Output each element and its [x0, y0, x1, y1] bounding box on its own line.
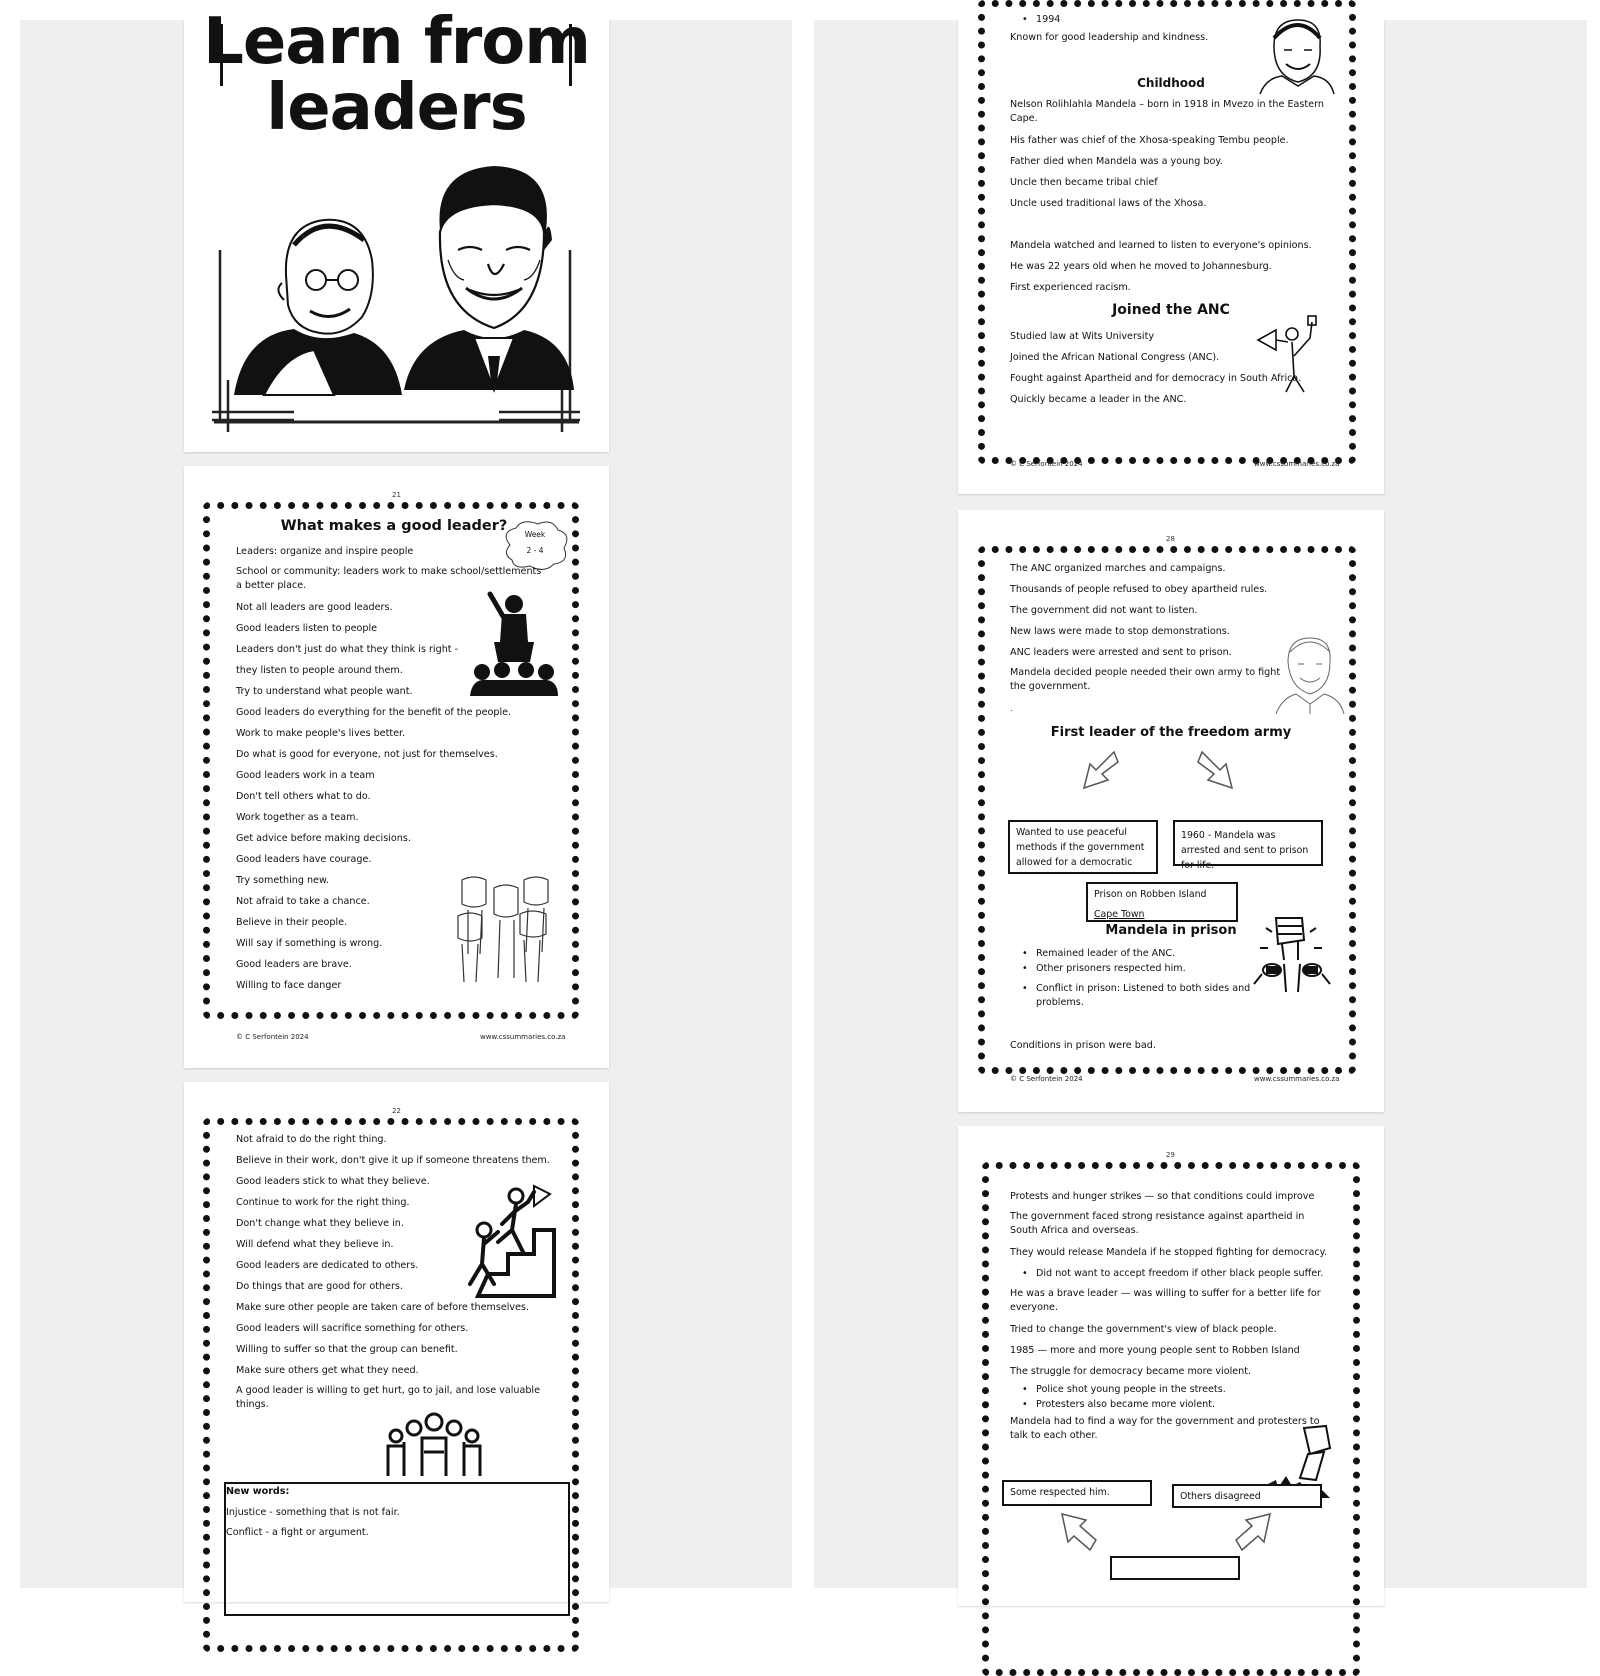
list-item: • Remained leader of the ANC.	[1010, 946, 1270, 961]
list-item: Uncle used traditional laws of the Xhosa.	[1010, 198, 1207, 209]
respected-box: Some respected him.	[1002, 1480, 1152, 1506]
page-number: 21	[392, 491, 401, 499]
list-item: Do what is good for everyone, not just for themselves.	[236, 749, 498, 760]
list-item: Will say if something is wrong.	[236, 938, 383, 949]
broken-chain-fist-icon	[1252, 914, 1332, 994]
list-item: He was a brave leader — was willing to suffer for a better life for everyone.	[1010, 1288, 1321, 1313]
list-item: Don't change what they believe in.	[236, 1218, 404, 1229]
list-item: Try to understand what people want.	[236, 686, 413, 697]
speaker-podium-icon	[468, 590, 560, 700]
megaphone-protester-icon	[1254, 316, 1320, 392]
list-item: Work together as a team.	[236, 812, 359, 823]
raised-fists-icon	[454, 874, 554, 984]
list-item: Not afraid to take a chance.	[236, 896, 370, 907]
week-label: Week	[524, 530, 546, 539]
arrow-down-right-icon	[1194, 748, 1238, 792]
struggle-list	[1010, 1186, 1332, 1447]
prison-list	[1010, 946, 1270, 1014]
list-item: Make sure other people are taken care of before themselves.	[236, 1302, 530, 1313]
list-item: Leaders: organize and inspire people	[236, 546, 414, 557]
list-item: Protests and hunger strikes — so that conditions could improve	[1010, 1191, 1315, 1202]
list-item: Joined the African National Congress (ANC).	[1010, 352, 1220, 363]
list-item: Tried to change the government's view of black people.	[1010, 1324, 1277, 1335]
list-item: Willing to suffer so that the group can benefit.	[236, 1344, 458, 1355]
cover-page	[184, 5, 609, 452]
list-item: Mandela had to find a way for the government and protesters to talk to each other.	[1010, 1416, 1320, 1441]
list-item: Believe in their people.	[236, 917, 348, 928]
page-heading: What makes a good leader?	[280, 518, 508, 534]
list-item: The government did not want to listen.	[1010, 605, 1198, 616]
robben-island-line: Prison on Robben Island	[1094, 889, 1207, 900]
list-item: He was 22 years old when he moved to Johannesburg.	[1010, 261, 1272, 272]
list-item: Good leaders have courage.	[236, 854, 372, 865]
arrow-up-right-icon	[1232, 1510, 1276, 1554]
list-item: Uncle then became tribal chief	[1010, 177, 1158, 188]
list-item: A good leader is willing to get hurt, go to jail, and lose valuable things.	[236, 1385, 540, 1410]
list-item: • Other prisoners respected him.	[1010, 961, 1270, 976]
list-item: Willing to face danger	[236, 980, 342, 991]
list-item: they listen to people around them.	[236, 665, 403, 676]
list-item: First experienced racism.	[1010, 282, 1131, 293]
team-group-icon	[384, 1412, 484, 1482]
arrow-down-left-icon	[1078, 748, 1122, 792]
mandela-sketch-icon	[1274, 632, 1344, 714]
page-number: 29	[1166, 1151, 1175, 1159]
new-word-item: Conflict - a fight or argument.	[226, 1527, 369, 1538]
new-words-title: New words:	[226, 1486, 290, 1497]
list-item: Mandela decided people needed their own army to fight the government.	[1010, 667, 1281, 692]
page-29	[958, 1126, 1384, 1606]
page-21	[184, 466, 609, 1068]
list-item: Continue to work for the right thing.	[236, 1197, 410, 1208]
list-item: Not afraid to do the right thing.	[236, 1134, 387, 1145]
childhood-heading: Childhood	[1137, 76, 1205, 90]
list-item: • Did not want to accept freedom if other black people suffer.	[1010, 1263, 1332, 1284]
leader-portrait-left	[224, 205, 404, 395]
list-item: Make sure others get what they need.	[236, 1365, 419, 1376]
list-item: Father died when Mandela was a young boy.	[1010, 156, 1223, 167]
list-item: Nelson Rolihlahla Mandela – born in 1918 in Mvezo in the Eastern Cape.	[1010, 99, 1324, 124]
list-item: Quickly became a leader in the ANC.	[1010, 394, 1187, 405]
list-item: • Protesters also became more violent.	[1010, 1397, 1332, 1412]
mandela-prison-heading: Mandela in prison	[1105, 923, 1237, 938]
cape-town-line: Cape Town	[1094, 909, 1145, 920]
list-item: They would release Mandela if he stopped fighting for democracy.	[1010, 1247, 1328, 1258]
list-item: Get advice before making decisions.	[236, 833, 411, 844]
list-item: Work to make people's lives better.	[236, 728, 406, 739]
page-28	[958, 510, 1384, 1112]
prison-conditions-line: Conditions in prison were bad.	[1010, 1040, 1156, 1051]
list-item: • Conflict in prison: Listened to both sides and problems.	[1010, 982, 1266, 1010]
list-item: Don't tell others what to do.	[236, 791, 371, 802]
cover-title-line-2: leaders	[266, 71, 527, 145]
list-item: Good leaders do everything for the benefit of the people.	[236, 707, 512, 718]
new-words-box	[224, 1482, 570, 1616]
list-item: Will defend what they believe in.	[236, 1239, 394, 1250]
list-item: The struggle for democracy became more violent.	[1010, 1366, 1252, 1377]
footer-website: www.cssummaries.co.za	[1254, 460, 1340, 468]
peaceful-methods-box: Wanted to use peaceful methods if the government allowed for a democratic	[1008, 820, 1158, 874]
page-27	[958, 14, 1384, 494]
right-page-column[interactable]	[814, 14, 1587, 1588]
list-item: Do things that are good for others.	[236, 1281, 403, 1292]
list-item: Good leaders will sacrifice something for others.	[236, 1323, 469, 1334]
new-word-item: Injustice - something that is not fair.	[226, 1507, 400, 1518]
list-item: Thousands of people refused to obey apartheid rules.	[1010, 584, 1268, 595]
blank-line	[1010, 214, 1328, 235]
list-item: His father was chief of the Xhosa-speaking Tembu people.	[1010, 135, 1289, 146]
list-item: New laws were made to stop demonstrations.	[1010, 626, 1230, 637]
list-item: Not all leaders are good leaders.	[236, 602, 393, 613]
list-item: • 1994	[1010, 13, 1320, 27]
footer-website: www.cssummaries.co.za	[1254, 1075, 1340, 1083]
list-item: ANC leaders were arrested and sent to prison.	[1010, 647, 1232, 658]
robben-island-box	[1086, 882, 1238, 922]
list-item: .	[1010, 704, 1013, 713]
week-range: 2 - 4	[526, 546, 544, 555]
cover-title-line-1: Learn from	[203, 5, 590, 79]
footer-copyright: © C Serfontein 2024	[1010, 460, 1083, 468]
footer-copyright: © C Serfontein 2024	[236, 1033, 309, 1041]
list-item: Try something new.	[236, 875, 329, 886]
list-item: The government faced strong resistance against apartheid in South Africa and overseas.	[1010, 1211, 1305, 1236]
list-item: Good leaders are dedicated to others.	[236, 1260, 419, 1271]
page-number: 28	[1166, 535, 1175, 543]
list-item: • Police shot young people in the streets.	[1010, 1382, 1332, 1397]
footer-copyright: © C Serfontein 2024	[1010, 1075, 1083, 1083]
list-item: Mandela watched and learned to listen to everyone's opinions.	[1010, 240, 1312, 251]
list-item: Good leaders work in a team	[236, 770, 375, 781]
childhood-list	[1010, 95, 1328, 298]
bottom-box-edge	[1110, 1556, 1240, 1580]
list-item: Known for good leadership and kindness.	[1010, 32, 1209, 43]
helping-climb-icon	[458, 1184, 558, 1299]
list-item: Leaders don't just do what they think is right -	[236, 644, 459, 655]
anc-heading: Joined the ANC	[1112, 302, 1230, 318]
list-item: Good leaders stick to what they believe.	[236, 1176, 430, 1187]
list-item: School or community: leaders work to make school/settlements a better place.	[236, 566, 542, 591]
page-number: 22	[392, 1107, 401, 1115]
arrested-1960-box: 1960 - Mandela was arrested and sent to prison for life.	[1173, 820, 1323, 866]
list-item: Fought against Apartheid and for democracy in South Africa.	[1010, 373, 1302, 384]
arrow-up-left-icon	[1056, 1510, 1100, 1554]
page-22	[184, 1082, 609, 1602]
disagreed-box: Others disagreed	[1172, 1484, 1322, 1508]
freedom-army-heading: First leader of the freedom army	[1050, 725, 1292, 740]
list-item: Believe in their work, don't give it up if someone threatens them.	[236, 1155, 550, 1166]
list-item: 1985 — more and more young people sent to Robben Island	[1010, 1345, 1300, 1356]
left-page-column[interactable]	[20, 5, 792, 1588]
footer-website: www.cssummaries.co.za	[480, 1033, 566, 1041]
list-item: Good leaders are brave.	[236, 959, 352, 970]
leader-portrait-right	[404, 160, 574, 390]
list-item: Good leaders listen to people	[236, 623, 378, 634]
list-item: The ANC organized marches and campaigns.	[1010, 563, 1226, 574]
list-item: Studied law at Wits University	[1010, 331, 1155, 342]
